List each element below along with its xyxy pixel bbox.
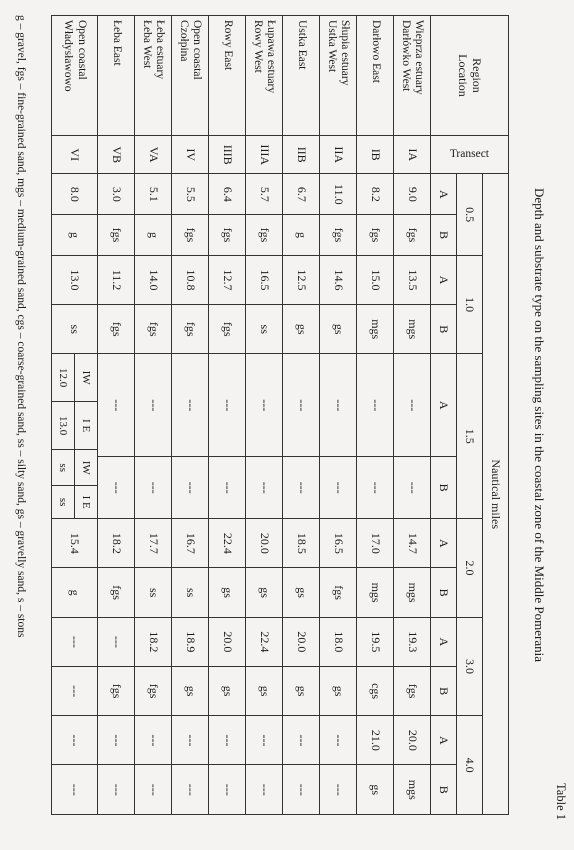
value-cell: --- — [209, 457, 246, 519]
region-cell — [320, 16, 357, 136]
value-cell: gs — [283, 666, 320, 715]
value-cell: cgs — [357, 666, 394, 715]
value-cell: 14.7 — [394, 519, 431, 568]
transect-cell: IV — [172, 135, 209, 174]
value-cell: --- — [135, 765, 172, 815]
location-name: Łeba West — [141, 20, 153, 69]
value-cell: gs — [283, 568, 320, 617]
value-cell: --- — [320, 716, 357, 765]
value-cell: fgs — [246, 215, 283, 256]
value-cell: fgs — [209, 305, 246, 354]
value-cell: --- — [246, 765, 283, 815]
split-label-cell: I E — [75, 486, 98, 519]
split-value-cell: 12.0 — [52, 354, 75, 401]
location-name: Darłówko West — [400, 20, 412, 92]
value-cell: 18.0 — [320, 617, 357, 666]
transect-cell: IIB — [283, 135, 320, 174]
value-cell: 16.7 — [172, 519, 209, 568]
value-cell: --- — [135, 354, 172, 457]
value-cell: 16.5 — [320, 519, 357, 568]
value-cell: fgs — [209, 215, 246, 256]
column-a-header: A — [431, 617, 457, 666]
transect-cell: IIIA — [246, 135, 283, 174]
value-cell: fgs — [394, 666, 431, 715]
value-cell: --- — [172, 765, 209, 815]
value-cell: gs — [246, 568, 283, 617]
value-cell: 18.2 — [135, 617, 172, 666]
table-row — [357, 16, 394, 815]
table-row — [98, 16, 135, 815]
value-cell: 14.0 — [135, 255, 172, 304]
value-cell: --- — [172, 716, 209, 765]
table-footnote: g – gravel, fgs – fine-grained sand, mgs – medium-grained sand, cgs – coarse-grained sand, ss – silty sand, gs – gravelly sand, s – stons — [15, 15, 27, 638]
value-cell: 15.4 — [52, 519, 98, 568]
value-cell: gs — [320, 305, 357, 354]
value-cell: 19.5 — [357, 617, 394, 666]
region-name: Słupia estuary — [339, 20, 352, 86]
value-cell: fgs — [320, 215, 357, 256]
value-cell: --- — [283, 457, 320, 519]
value-cell: 5.1 — [135, 174, 172, 215]
transect-cell: IB — [357, 135, 394, 174]
table-row — [283, 16, 320, 815]
location-name: Rowy West — [252, 20, 264, 73]
value-cell: 12.7 — [209, 255, 246, 304]
value-cell: 11.2 — [98, 255, 135, 304]
split-value-cell: 13.0 — [52, 401, 75, 449]
value-cell: fgs — [135, 666, 172, 715]
miles-header-5: 4.0 — [457, 716, 483, 815]
split-cell — [52, 354, 98, 519]
column-a-header: A — [431, 354, 457, 457]
region-location-header — [431, 16, 509, 136]
region-name: Darłowo East — [369, 20, 382, 83]
value-cell: 20.0 — [209, 617, 246, 666]
value-cell: mgs — [357, 568, 394, 617]
transect-cell: IIIB — [209, 135, 246, 174]
table-row — [135, 16, 172, 815]
value-cell: --- — [283, 765, 320, 815]
value-cell: 3.0 — [98, 174, 135, 215]
column-b-header: B — [431, 215, 457, 256]
region-name: Łupawa estuary — [265, 20, 278, 94]
value-cell: fgs — [98, 215, 135, 256]
transect-cell: VA — [135, 135, 172, 174]
value-cell: fgs — [98, 666, 135, 715]
value-cell: mgs — [394, 765, 431, 815]
miles-header-0: 0.5 — [457, 174, 483, 255]
region-name: Open coastal — [191, 20, 204, 80]
region-cell — [172, 16, 209, 136]
value-cell: 11.0 — [320, 174, 357, 215]
location-header: Location — [456, 54, 471, 97]
value-cell: --- — [172, 457, 209, 519]
value-cell: --- — [246, 457, 283, 519]
location-name: Władysławowo — [62, 20, 75, 92]
split-label-cell: IW — [80, 370, 93, 385]
value-cell: --- — [394, 457, 431, 519]
value-cell: gs — [320, 666, 357, 715]
value-cell: --- — [283, 716, 320, 765]
value-cell: --- — [98, 617, 135, 666]
region-cell — [283, 16, 320, 136]
value-cell: fgs — [98, 568, 135, 617]
value-cell: --- — [52, 666, 98, 715]
value-cell: fgs — [320, 568, 357, 617]
value-cell: --- — [394, 354, 431, 457]
value-cell: gs — [246, 666, 283, 715]
value-cell: 6.7 — [283, 174, 320, 215]
value-cell: gs — [172, 666, 209, 715]
value-cell: g — [52, 568, 98, 617]
value-cell: mgs — [357, 305, 394, 354]
value-cell: ss — [135, 568, 172, 617]
value-cell: fgs — [135, 305, 172, 354]
value-cell: gs — [209, 666, 246, 715]
value-cell: 18.9 — [172, 617, 209, 666]
value-cell: 17.7 — [135, 519, 172, 568]
value-cell: --- — [52, 617, 98, 666]
transect-header — [431, 135, 509, 174]
value-cell: 19.3 — [394, 617, 431, 666]
region-cell — [209, 16, 246, 136]
value-cell: 21.0 — [357, 716, 394, 765]
table-row — [394, 16, 431, 815]
column-a-header: A — [431, 255, 457, 304]
value-cell: 16.5 — [246, 255, 283, 304]
value-cell: 5.7 — [246, 174, 283, 215]
value-cell: 20.0 — [246, 519, 283, 568]
value-cell: 9.0 — [394, 174, 431, 215]
column-b-header: B — [431, 568, 457, 617]
value-cell: fgs — [357, 215, 394, 256]
value-cell: --- — [246, 716, 283, 765]
value-cell: 22.4 — [246, 617, 283, 666]
miles-header-1: 1.0 — [457, 255, 483, 354]
split-label-cell: I E — [75, 401, 98, 449]
value-cell: mgs — [394, 568, 431, 617]
region-name: Wieprza estuary — [413, 20, 426, 95]
value-cell: --- — [98, 354, 135, 457]
value-cell: fgs — [172, 305, 209, 354]
value-cell: --- — [357, 354, 394, 457]
column-a-header: A — [431, 519, 457, 568]
value-cell: --- — [209, 716, 246, 765]
value-cell: 18.5 — [283, 519, 320, 568]
table-row — [52, 16, 98, 815]
value-cell: --- — [320, 354, 357, 457]
value-cell: --- — [98, 457, 135, 519]
transect-cell: VB — [98, 135, 135, 174]
column-b-header: B — [431, 666, 457, 715]
value-cell: fgs — [172, 215, 209, 256]
split-subtable — [52, 354, 97, 518]
value-cell: mgs — [394, 305, 431, 354]
region-cell — [52, 16, 98, 136]
value-cell: --- — [52, 716, 98, 765]
value-cell: 18.2 — [98, 519, 135, 568]
value-cell: --- — [283, 354, 320, 457]
value-cell: g — [52, 215, 98, 256]
value-cell: 15.0 — [357, 255, 394, 304]
region-cell — [98, 16, 135, 136]
value-cell: --- — [135, 457, 172, 519]
value-cell: fgs — [98, 305, 135, 354]
table-label: Table 1 — [554, 783, 568, 820]
region-cell — [394, 16, 431, 136]
value-cell: gs — [357, 765, 394, 815]
region-name: Rowy East — [221, 20, 234, 71]
value-cell: 5.5 — [172, 174, 209, 215]
value-cell: 20.0 — [394, 716, 431, 765]
split-label-cell: IW — [75, 450, 98, 486]
table-row — [320, 16, 357, 815]
value-cell: 20.0 — [283, 617, 320, 666]
miles-header-2: 1.5 — [457, 354, 483, 519]
value-cell: --- — [320, 457, 357, 519]
value-cell: 14.6 — [320, 255, 357, 304]
region-name: Ustka East — [295, 20, 308, 70]
value-cell: 6.4 — [209, 174, 246, 215]
value-cell: gs — [283, 305, 320, 354]
value-cell: --- — [172, 354, 209, 457]
region-name: Łeba estuary — [154, 20, 167, 80]
value-cell: --- — [209, 354, 246, 457]
miles-header-4: 3.0 — [457, 617, 483, 716]
value-cell: gs — [209, 568, 246, 617]
value-cell: ss — [52, 305, 98, 354]
value-cell: 12.5 — [283, 255, 320, 304]
column-a-header: A — [431, 716, 457, 765]
value-cell: ss — [246, 305, 283, 354]
value-cell: --- — [52, 765, 98, 815]
value-cell: g — [283, 215, 320, 256]
region-name: Łeba East — [110, 20, 123, 66]
table-row — [246, 16, 283, 815]
transect-cell: VI — [52, 135, 98, 174]
region-cell — [246, 16, 283, 136]
depth-substrate-table — [51, 15, 509, 815]
column-b-header: B — [431, 765, 457, 815]
table-row — [209, 16, 246, 815]
value-cell: 10.8 — [172, 255, 209, 304]
value-cell: --- — [320, 765, 357, 815]
value-cell: g — [135, 215, 172, 256]
split-value-cell: ss — [52, 486, 75, 519]
column-b-header: B — [431, 457, 457, 519]
nautical-miles-header: Nautical miles — [483, 174, 509, 815]
transect-cell: IIA — [320, 135, 357, 174]
column-b-header: B — [431, 305, 457, 354]
value-cell: --- — [98, 716, 135, 765]
column-a-header: A — [431, 174, 457, 215]
split-value-cell: ss — [52, 450, 75, 486]
value-cell: fgs — [394, 215, 431, 256]
value-cell: 22.4 — [209, 519, 246, 568]
region-name: Open coastal — [75, 20, 88, 80]
value-cell: 8.0 — [52, 174, 98, 215]
miles-header-3: 2.0 — [457, 519, 483, 618]
region-cell — [357, 16, 394, 136]
transect-header-label: Transect — [449, 148, 490, 161]
value-cell: --- — [209, 765, 246, 815]
transect-cell: IA — [394, 135, 431, 174]
value-cell: 13.0 — [52, 255, 98, 304]
value-cell: ss — [172, 568, 209, 617]
value-cell: --- — [246, 354, 283, 457]
region-cell — [135, 16, 172, 136]
location-name: Czołpina — [178, 20, 190, 62]
location-name: Ustka West — [326, 20, 338, 73]
region-header: Region — [470, 58, 485, 93]
table-caption: Depth and substrate type on the sampling sites in the coastal zone of the Middle Pomerania — [532, 187, 547, 663]
value-cell: 13.5 — [394, 255, 431, 304]
value-cell: 17.0 — [357, 519, 394, 568]
value-cell: 8.2 — [357, 174, 394, 215]
value-cell: --- — [98, 765, 135, 815]
table-row — [172, 16, 209, 815]
value-cell: --- — [357, 457, 394, 519]
value-cell: --- — [135, 716, 172, 765]
